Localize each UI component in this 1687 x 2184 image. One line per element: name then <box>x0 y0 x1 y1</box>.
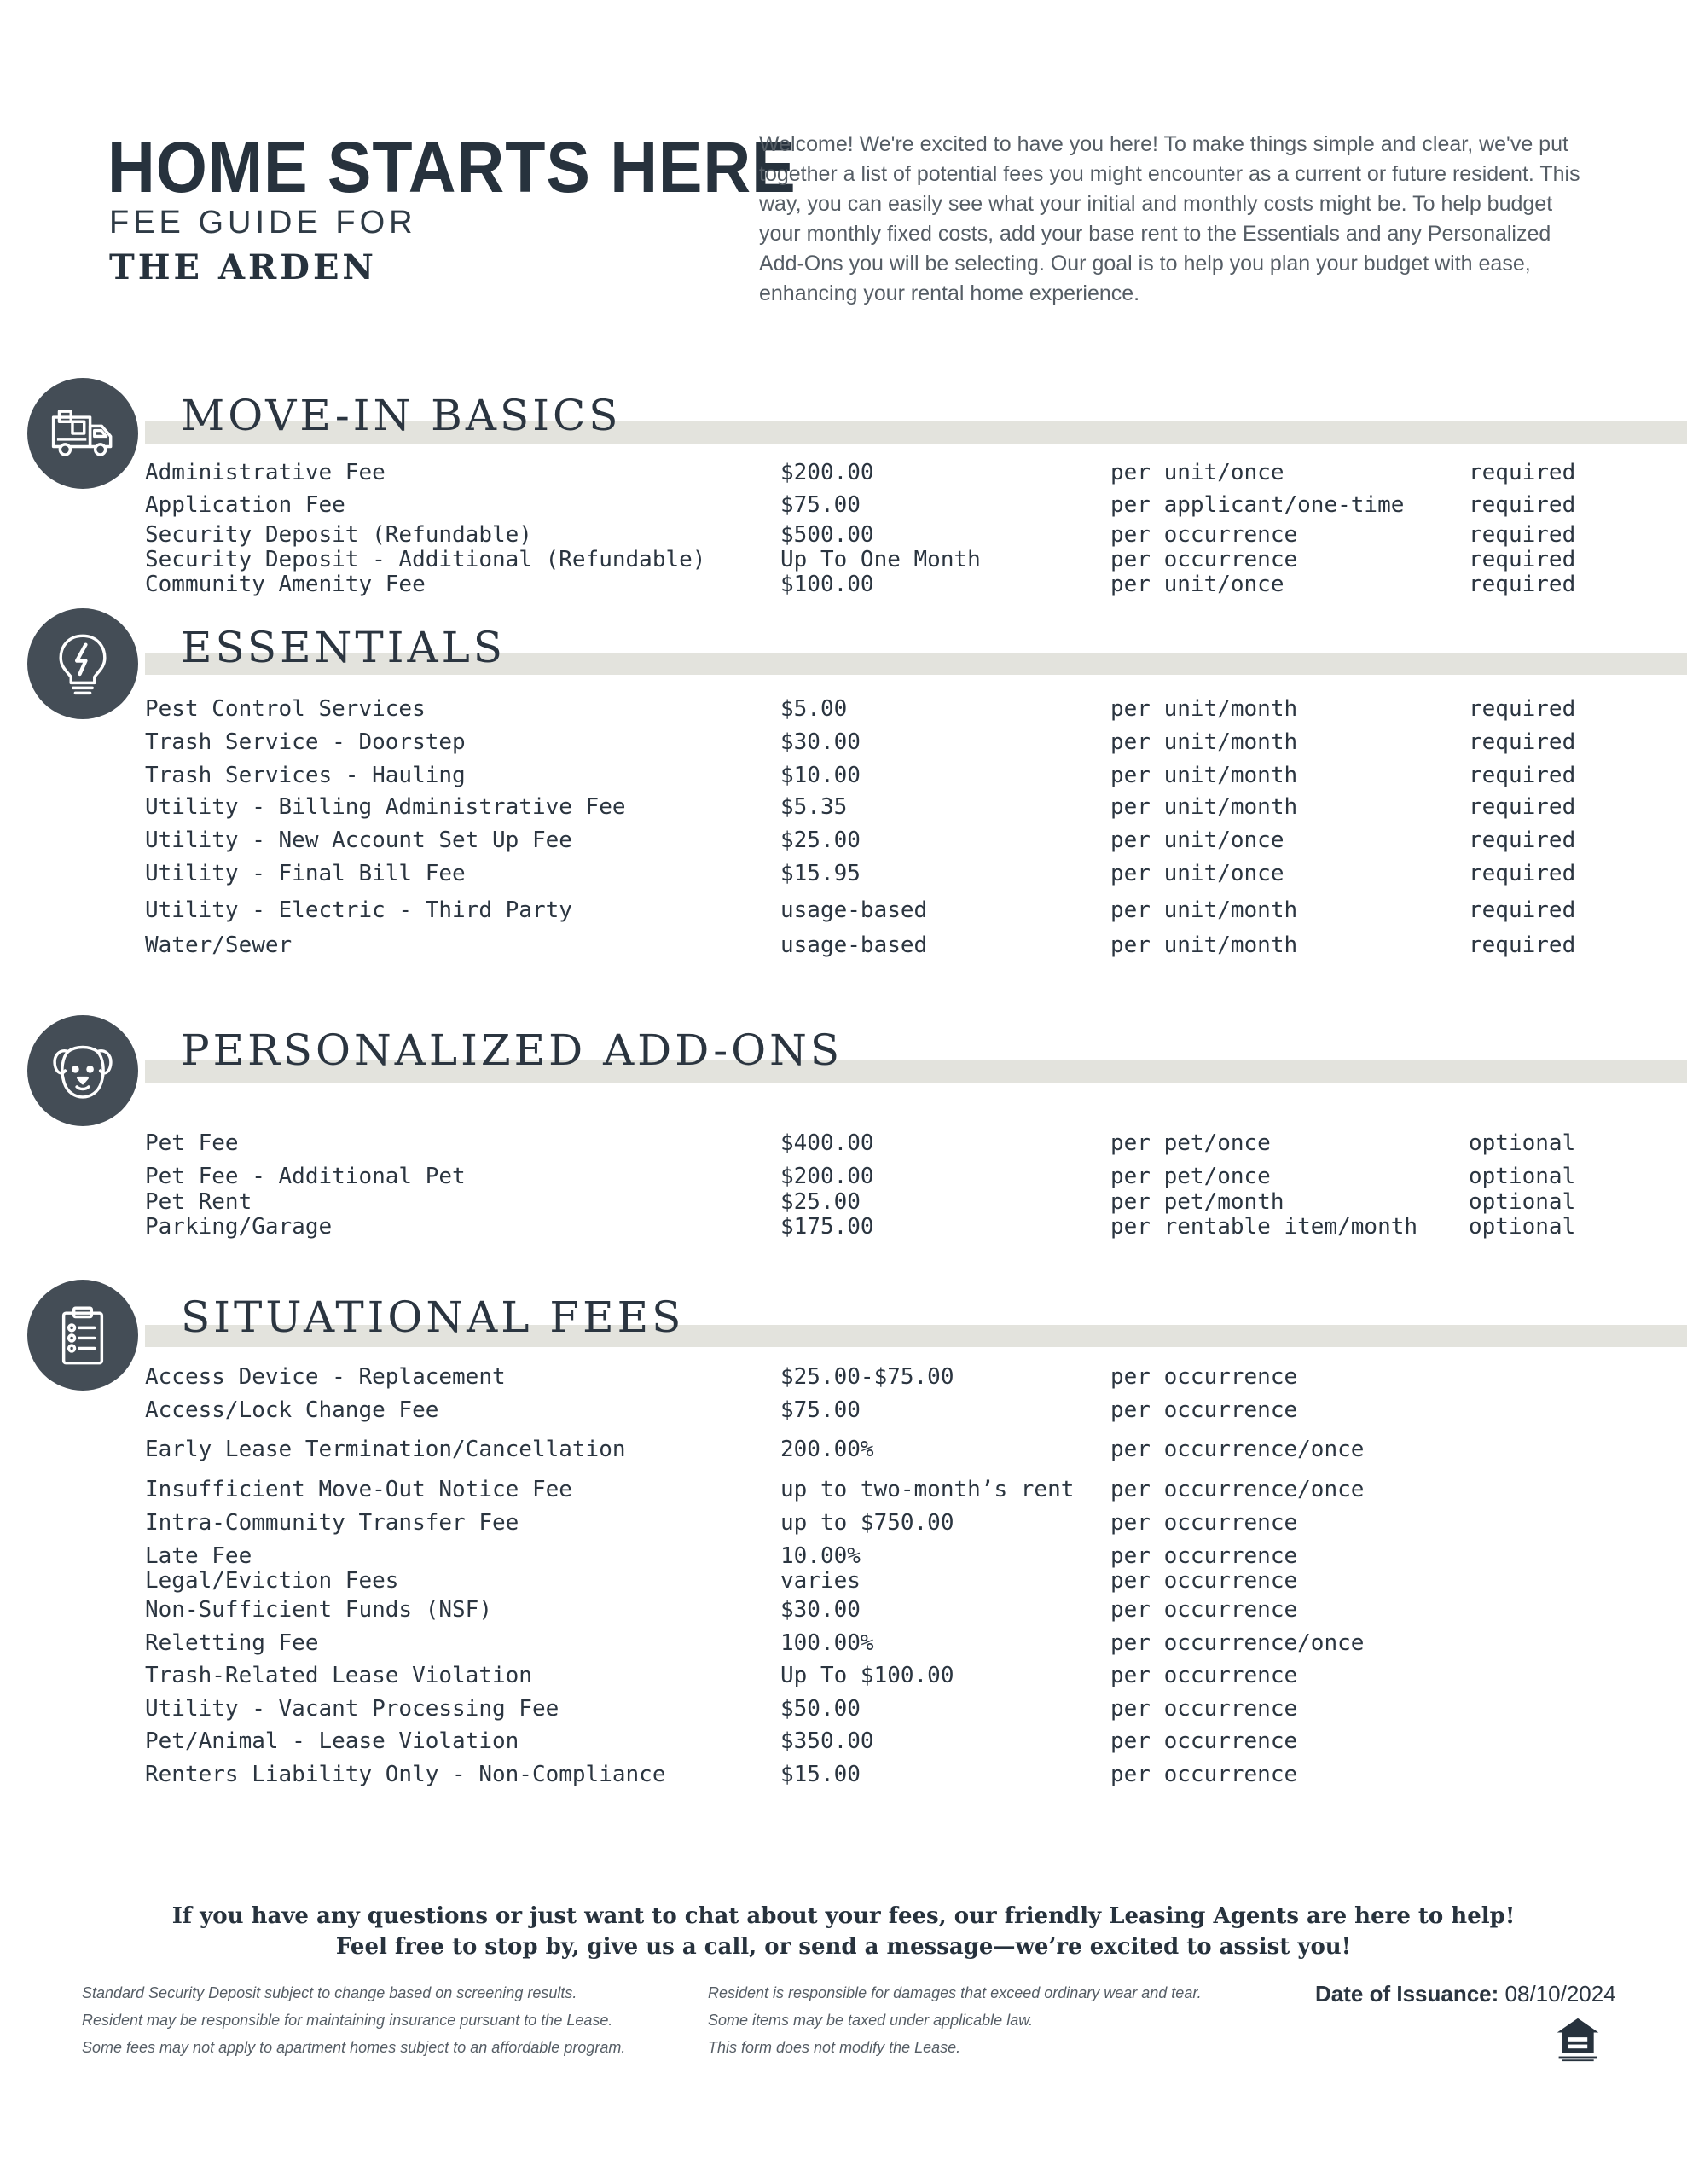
fee-name: Renters Liability Only - Non-Compliance <box>145 1762 666 1787</box>
fee-frequency: per occurrence/once <box>1110 1630 1365 1656</box>
table-row <box>145 572 1595 597</box>
fee-frequency: per pet/once <box>1110 1164 1271 1189</box>
lightbulb-icon <box>27 608 138 719</box>
section-title-essentials: ESSENTIALS <box>181 623 507 672</box>
fee-amount: 100.00% <box>780 1630 874 1656</box>
table-row <box>145 794 1595 820</box>
fee-requirement: required <box>1469 547 1576 572</box>
table-row <box>145 460 1595 485</box>
fee-amount: Up To $100.00 <box>780 1663 954 1688</box>
fee-amount: $15.00 <box>780 1762 861 1787</box>
table-row <box>145 522 1595 548</box>
fee-name: Intra-Community Transfer Fee <box>145 1510 519 1536</box>
fee-name: Administrative Fee <box>145 460 386 485</box>
footnote: Some fees may not apply to apartment homes subject to an affordable program. <box>82 2039 626 2056</box>
fee-frequency: per occurrence/once <box>1110 1477 1365 1502</box>
table-row <box>145 1543 1595 1569</box>
fee-amount: $100.00 <box>780 572 874 597</box>
fee-frequency: per unit/once <box>1110 828 1284 853</box>
fee-name: Utility - Final Bill Fee <box>145 861 466 886</box>
fee-requirement: required <box>1469 522 1576 548</box>
section-title-personalized-add-ons: PERSONALIZED ADD-ONS <box>181 1025 844 1075</box>
fee-name: Utility - Billing Administrative Fee <box>145 794 626 820</box>
fee-amount: up to $750.00 <box>780 1510 954 1536</box>
fee-frequency: per unit/month <box>1110 729 1298 755</box>
fee-frequency: per occurrence <box>1110 1543 1298 1569</box>
fee-amount: $25.00 <box>780 828 861 853</box>
fee-amount: $5.00 <box>780 696 848 722</box>
fee-name: Utility - New Account Set Up Fee <box>145 828 572 853</box>
fee-frequency: per unit/month <box>1110 696 1298 722</box>
equal-housing-opportunity-icon <box>1554 2015 1602 2063</box>
fee-amount: $25.00-$75.00 <box>780 1364 954 1390</box>
footnote: Resident is responsible for damages that exceed ordinary wear and tear. <box>708 1984 1202 2001</box>
fee-requirement: optional <box>1469 1164 1576 1189</box>
fee-name: Community Amenity Fee <box>145 572 426 597</box>
fee-amount: Up To One Month <box>780 547 981 572</box>
fee-requirement: optional <box>1469 1214 1576 1240</box>
table-row <box>145 729 1595 755</box>
fee-frequency: per pet/month <box>1110 1189 1284 1215</box>
moving-truck-icon <box>27 378 138 489</box>
table-row <box>145 1597 1595 1623</box>
fee-amount: usage-based <box>780 897 928 923</box>
table-row <box>145 1663 1595 1688</box>
fee-amount: usage-based <box>780 932 928 958</box>
fee-name: Trash Services - Hauling <box>145 763 466 788</box>
table-row <box>145 1477 1595 1502</box>
clipboard-checklist-icon <box>27 1280 138 1391</box>
fee-amount: $5.35 <box>780 794 848 820</box>
fee-frequency: per occurrence <box>1110 1663 1298 1688</box>
fee-requirement: optional <box>1469 1189 1576 1215</box>
issuance-label: Date of Issuance: <box>1315 1981 1499 2007</box>
footnotes-right <box>708 1979 1202 2061</box>
issuance-date <box>1315 1981 1616 2007</box>
fee-amount: $75.00 <box>780 1397 861 1423</box>
fee-requirement: required <box>1469 572 1576 597</box>
table-row <box>145 932 1595 958</box>
table-row <box>145 1397 1595 1423</box>
fee-frequency: per occurrence <box>1110 1762 1298 1787</box>
fee-frequency: per occurrence <box>1110 1728 1298 1754</box>
fee-frequency: per occurrence <box>1110 1696 1298 1722</box>
fee-frequency: per unit/month <box>1110 763 1298 788</box>
table-row <box>145 763 1595 788</box>
issuance-value: 08/10/2024 <box>1504 1981 1616 2007</box>
fee-name: Late Fee <box>145 1543 252 1569</box>
fee-guide-subtitle: FEE GUIDE FOR <box>109 205 417 241</box>
property-name: THE ARDEN <box>109 247 377 288</box>
fee-amount: $400.00 <box>780 1130 874 1156</box>
fee-amount: varies <box>780 1568 861 1594</box>
fee-name: Security Deposit (Refundable) <box>145 522 532 548</box>
fee-name: Access/Lock Change Fee <box>145 1397 439 1423</box>
fee-frequency: per occurrence <box>1110 522 1298 548</box>
fee-frequency: per pet/once <box>1110 1130 1271 1156</box>
fee-name: Pest Control Services <box>145 696 426 722</box>
fee-amount: $200.00 <box>780 1164 874 1189</box>
fee-name: Insufficient Move-Out Notice Fee <box>145 1477 572 1502</box>
table-row <box>145 828 1595 853</box>
table-row <box>145 1762 1595 1787</box>
footnote: Resident may be responsible for maintaining insurance pursuant to the Lease. <box>82 2012 613 2029</box>
fee-frequency: per occurrence <box>1110 1397 1298 1423</box>
fee-requirement: required <box>1469 828 1576 853</box>
fee-frequency: per rentable item/month <box>1110 1214 1418 1240</box>
fee-amount: $50.00 <box>780 1696 861 1722</box>
table-row <box>145 1189 1595 1215</box>
help-message <box>0 1901 1687 1962</box>
fee-frequency: per occurrence <box>1110 547 1298 572</box>
fee-name: Parking/Garage <box>145 1214 333 1240</box>
footnote: Some items may be taxed under applicable law. <box>708 2012 1034 2029</box>
fee-frequency: per unit/month <box>1110 932 1298 958</box>
fee-requirement: required <box>1469 794 1576 820</box>
fee-requirement: required <box>1469 696 1576 722</box>
fee-amount: 200.00% <box>780 1437 874 1462</box>
fee-name: Application Fee <box>145 492 345 518</box>
dog-icon <box>27 1015 138 1126</box>
help-line-2: Feel free to stop by, give us a call, or send a message—we’re excited to assist you! <box>335 1934 1352 1960</box>
fee-frequency: per occurrence <box>1110 1364 1298 1390</box>
fee-name: Pet Fee <box>145 1130 239 1156</box>
fee-name: Water/Sewer <box>145 932 293 958</box>
footnote: Standard Security Deposit subject to change based on screening results. <box>82 1984 577 2001</box>
fee-amount: 10.00% <box>780 1543 861 1569</box>
fee-name: Non-Sufficient Funds (NSF) <box>145 1597 492 1623</box>
fee-frequency: per occurrence <box>1110 1510 1298 1536</box>
fee-name: Security Deposit - Additional (Refundable) <box>145 547 706 572</box>
fee-amount: $10.00 <box>780 763 861 788</box>
fee-frequency: per applicant/one-time <box>1110 492 1405 518</box>
table-row <box>145 1696 1595 1722</box>
fee-frequency: per occurrence <box>1110 1568 1298 1594</box>
section-title-move-in-basics: MOVE-IN BASICS <box>181 391 622 440</box>
intro-paragraph: Welcome! We're excited to have you here! To make things simple and clear, we've put together a list of potential fees you might encounter as a current or future resident. This way, you can easily see what your initial and monthly costs might be. To help budget your monthly fixed costs, add your base rent to the Essentials and any Personalized Add-Ons you will be selecting. Our goal is to help you plan your budget with ease, enhancing your rental home experience. <box>759 132 1580 305</box>
fee-name: Trash-Related Lease Violation <box>145 1663 532 1688</box>
table-row <box>145 1214 1595 1240</box>
footnote: This form does not modify the Lease. <box>708 2039 961 2056</box>
fee-name: Pet Rent <box>145 1189 252 1215</box>
table-row <box>145 861 1595 886</box>
fee-amount: $75.00 <box>780 492 861 518</box>
table-row <box>145 1364 1595 1390</box>
fee-name: Reletting Fee <box>145 1630 319 1656</box>
table-row <box>145 897 1595 923</box>
page-title: HOME STARTS HERE <box>107 127 797 207</box>
fee-requirement: required <box>1469 492 1576 518</box>
fee-frequency: per unit/once <box>1110 861 1284 886</box>
table-row <box>145 492 1595 518</box>
table-row <box>145 1630 1595 1656</box>
fee-amount: $175.00 <box>780 1214 874 1240</box>
fee-frequency: per occurrence/once <box>1110 1437 1365 1462</box>
fee-requirement: required <box>1469 897 1576 923</box>
fee-amount: $350.00 <box>780 1728 874 1754</box>
fee-amount: $15.95 <box>780 861 861 886</box>
table-row <box>145 1437 1595 1462</box>
fee-amount: $30.00 <box>780 729 861 755</box>
fee-name: Early Lease Termination/Cancellation <box>145 1437 626 1462</box>
fee-name: Pet/Animal - Lease Violation <box>145 1728 519 1754</box>
help-line-1: If you have any questions or just want to chat about your fees, our friendly Leasing Agents are here to help! <box>171 1903 1516 1929</box>
fee-name: Utility - Vacant Processing Fee <box>145 1696 559 1722</box>
table-row <box>145 1164 1595 1189</box>
fee-frequency: per occurrence <box>1110 1597 1298 1623</box>
fee-requirement: optional <box>1469 1130 1576 1156</box>
fee-frequency: per unit/month <box>1110 897 1298 923</box>
fee-amount: $25.00 <box>780 1189 861 1215</box>
fee-requirement: required <box>1469 729 1576 755</box>
fee-name: Access Device - Replacement <box>145 1364 506 1390</box>
table-row <box>145 1568 1595 1594</box>
fee-amount: $200.00 <box>780 460 874 485</box>
fee-requirement: required <box>1469 460 1576 485</box>
fee-amount: $500.00 <box>780 522 874 548</box>
table-row <box>145 1130 1595 1156</box>
fee-amount: $30.00 <box>780 1597 861 1623</box>
table-row <box>145 696 1595 722</box>
fee-requirement: required <box>1469 861 1576 886</box>
fee-requirement: required <box>1469 763 1576 788</box>
fee-name: Utility - Electric - Third Party <box>145 897 572 923</box>
table-row <box>145 1510 1595 1536</box>
table-row <box>145 1728 1595 1754</box>
table-row <box>145 547 1595 572</box>
fee-name: Legal/Eviction Fees <box>145 1568 399 1594</box>
section-title-situational-fees: SITUATIONAL FEES <box>181 1292 685 1342</box>
fee-frequency: per unit/month <box>1110 794 1298 820</box>
fee-amount: up to two-month’s rent <box>780 1477 1075 1502</box>
fee-frequency: per unit/once <box>1110 460 1284 485</box>
fee-name: Trash Service - Doorstep <box>145 729 466 755</box>
fee-requirement: required <box>1469 932 1576 958</box>
fee-name: Pet Fee - Additional Pet <box>145 1164 466 1189</box>
fee-frequency: per unit/once <box>1110 572 1284 597</box>
footnotes-left <box>82 1979 625 2061</box>
